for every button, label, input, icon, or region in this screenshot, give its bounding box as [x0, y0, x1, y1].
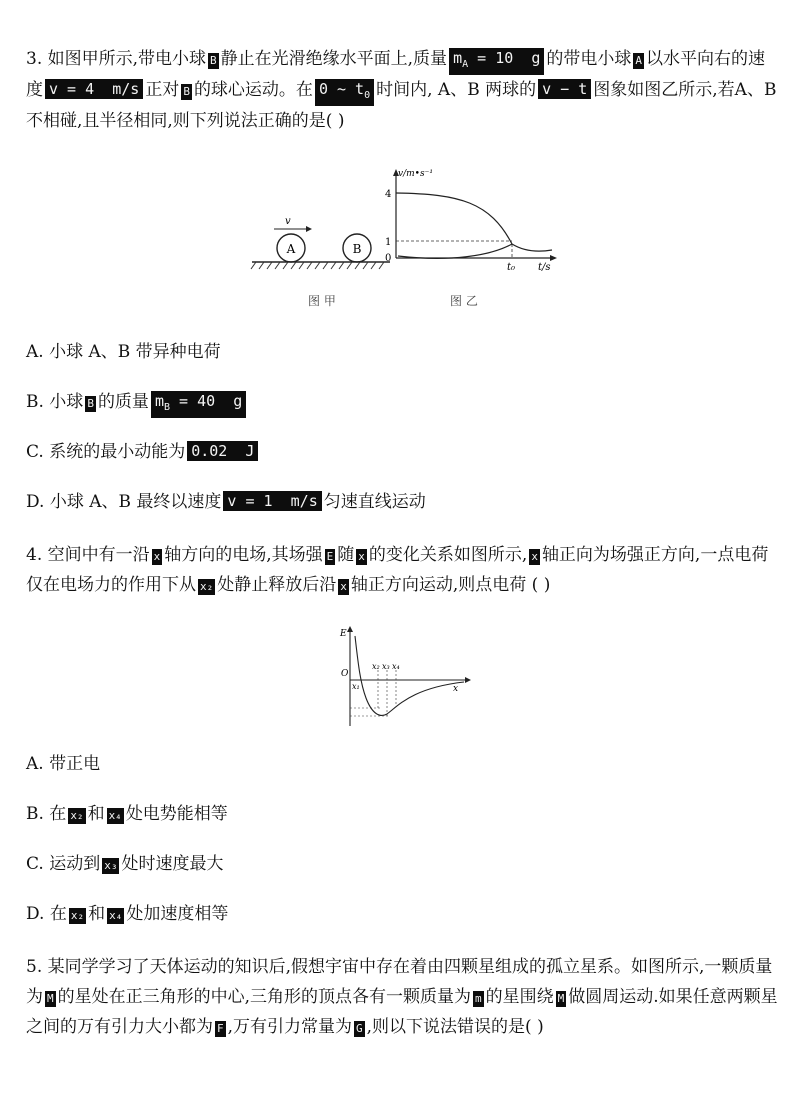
svg-text:x₄: x₄ — [392, 662, 400, 671]
math-token: x₂ — [70, 909, 85, 922]
math-token: x — [531, 550, 538, 563]
math-token: x — [340, 580, 347, 593]
svg-text:x₂: x₂ — [372, 662, 380, 671]
q3-option-a: A. 小球 A、B 带异种电荷 — [26, 342, 221, 362]
math-token: B — [87, 397, 94, 410]
q4-option-a: A. 带正电 — [26, 754, 101, 774]
q3-option-d: D. 小球 A、B 最终以速度 v = 1 m/s 匀速直线运动 — [26, 492, 426, 512]
math-token: A — [635, 54, 642, 67]
math-token: E — [326, 550, 334, 563]
svg-text:t₀: t₀ — [507, 262, 516, 273]
math-token: x — [358, 550, 365, 563]
svg-text:x₁: x₁ — [352, 682, 360, 691]
math-token: B — [183, 85, 190, 98]
svg-text:x₃: x₃ — [382, 662, 390, 671]
svg-text:0: 0 — [385, 253, 392, 264]
math-token: x₂ — [70, 809, 84, 822]
math-token: 0 ~ $t_0$ — [315, 79, 374, 106]
math-token: x₃ — [104, 859, 118, 872]
math-token: F — [217, 1022, 224, 1035]
q4-option-d: D. 在 x₂ 和 x₄ 处加速度相等 — [26, 904, 229, 924]
math-token: x₄ — [108, 809, 122, 822]
question-4-figure — [332, 622, 472, 728]
field-curve — [355, 636, 464, 715]
q3-option-b: B. 小球 B 的质量 $m_B = 40$ g — [26, 390, 248, 418]
q4-option-b: B. 在 x₂ 和 x₄ 处电势能相等 — [26, 804, 228, 824]
math-token: m — [475, 992, 482, 1005]
math-token: 0.02 J — [187, 441, 258, 461]
svg-text:A: A — [286, 242, 296, 256]
svg-text:1: 1 — [385, 237, 392, 248]
question-3-figure — [240, 166, 570, 316]
math-token: v = 4 m/s — [45, 79, 143, 99]
question-4-stem: 4. 空间中有一沿 x 轴方向的电场,其场强 E 随 x 的变化关系如图所示, x 轴正向为场强正方向,一点电荷仅在电场力的作用下从 x₂ 处静止释放后沿 x 轴正方向运动,则点电荷 ( ) — [26, 545, 769, 595]
math-token: G — [356, 1022, 363, 1035]
svg-text:v: v — [285, 216, 291, 227]
svg-text:O: O — [341, 669, 349, 679]
math-token: x₂ — [200, 580, 214, 593]
svg-text:t/s: t/s — [538, 262, 551, 273]
q4-option-c: C. 运动到 x₃ 处时速度最大 — [26, 854, 224, 874]
svg-text:x: x — [453, 684, 459, 694]
math-token: $m_B = 40$ g — [151, 391, 246, 418]
curve-a — [396, 193, 512, 244]
svg-text:B: B — [352, 242, 362, 256]
figure-caption-2: 图 乙 — [450, 294, 478, 308]
math-token: v = 1 m/s — [223, 491, 321, 511]
svg-text:v/m•s⁻¹: v/m•s⁻¹ — [398, 169, 433, 179]
math-token: B — [210, 54, 217, 67]
svg-text:4: 4 — [385, 189, 392, 200]
svg-text:E: E — [340, 629, 347, 639]
figure-caption-1: 图 甲 — [308, 294, 336, 308]
math-token: M — [47, 992, 54, 1005]
math-token: x₄ — [109, 909, 123, 922]
q3-option-c: C. 系统的最小动能为 0.02 J — [26, 440, 260, 464]
question-5-stem: 5. 某同学学习了天体运动的知识后,假想宇宙中存在着由四颗星组成的孤立星系。如图所示,一颗质量为 M 的星处在正三角形的中心,三角形的顶点各有一颗质量为 m 的星围绕 M 做圆周运动.如果任意两颗星之间的万有引力大小都为 F ,万有引力常量为 G ,则以下说法错误的是( ) — [26, 957, 778, 1037]
math-token: v − t — [538, 79, 591, 99]
question-3-stem: 3. 如图甲所示,带电小球 B 静止在光滑绝缘水平面上,质量 $m_A = 10$ g 的带电小球 A 以水平向右的速度 v = 4 m/s 正对 B 的球心运动。在 0 ~ $t_0$ 时间内, A、B 两球的 v − t 图象如图乙所示,若A、B 不相碰,且半径相同,则下列说法正确的是( ) — [26, 49, 777, 131]
math-token: x — [153, 550, 161, 563]
math-token: M — [557, 992, 565, 1005]
curve-b — [398, 244, 512, 258]
tail — [512, 244, 552, 251]
math-token: $m_A = 10$ g — [449, 48, 544, 75]
